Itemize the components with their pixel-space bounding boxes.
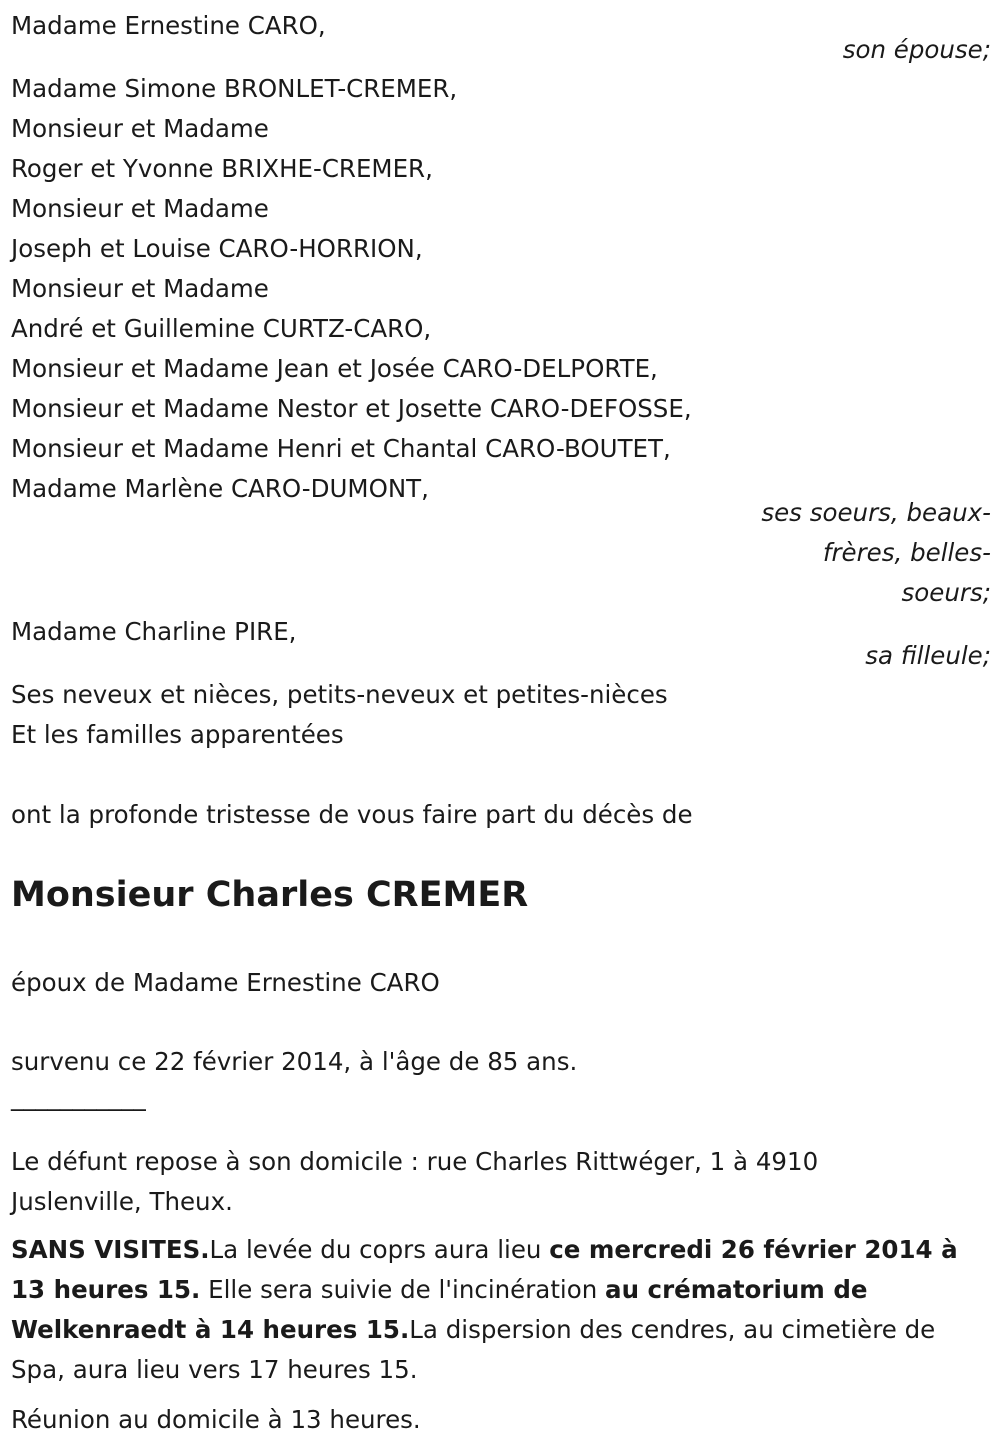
ceremony-line: Spa, aura lieu vers 17 heures 15. bbox=[11, 1355, 418, 1384]
sibling-line: Madame Simone BRONLET-CREMER, bbox=[11, 74, 458, 103]
sibling-line: Monsieur et Madame Jean et Josée CARO-DELPORTE, bbox=[11, 354, 658, 383]
ceremony-bold: Welkenraedt à 14 heures 15. bbox=[11, 1315, 410, 1344]
goddaughter-relation: sa filleule; bbox=[865, 641, 991, 670]
ceremony-line bbox=[11, 1230, 958, 1270]
sibling-line: Madame Marlène CARO-DUMONT, bbox=[11, 474, 429, 503]
ceremony-text: Elle sera suivie de l'incinération bbox=[200, 1275, 606, 1304]
spouse-of-line: époux de Madame Ernestine CARO bbox=[11, 968, 440, 997]
sibling-line: Monsieur et Madame bbox=[11, 274, 269, 303]
deceased-name: Monsieur Charles CREMER bbox=[11, 875, 529, 915]
spouse-relation: son épouse; bbox=[842, 35, 991, 64]
ceremony-line bbox=[11, 1270, 868, 1310]
goddaughter-name: Madame Charline PIRE, bbox=[11, 617, 297, 646]
spouse-name: Madame Ernestine CARO, bbox=[11, 11, 326, 40]
sibling-line: Joseph et Louise CARO-HORRION, bbox=[11, 234, 423, 263]
siblings-relation: ses soeurs, beaux- bbox=[761, 498, 991, 527]
sibling-line: André et Guillemine CURTZ-CARO, bbox=[11, 314, 432, 343]
death-date-line: survenu ce 22 février 2014, à l'âge de 85 ans. bbox=[11, 1047, 578, 1076]
family-line: Ses neveux et nièces, petits-neveux et petites-nièces bbox=[11, 680, 668, 709]
ceremony-line bbox=[11, 1310, 935, 1350]
sibling-line: Monsieur et Madame Henri et Chantal CARO-BOUTET, bbox=[11, 434, 671, 463]
sibling-line: Monsieur et Madame Nestor et Josette CARO-DEFOSSE, bbox=[11, 394, 692, 423]
ceremony-text: La dispersion des cendres, au cimetière de bbox=[409, 1315, 936, 1344]
rest-location-line: Juslenville, Theux. bbox=[11, 1187, 233, 1216]
ceremony-text: La levée du coprs aura lieu bbox=[209, 1235, 550, 1264]
sibling-line: Roger et Yvonne BRIXHE-CREMER, bbox=[11, 154, 433, 183]
separator-line: ___________ bbox=[11, 1082, 146, 1111]
siblings-relation: soeurs; bbox=[901, 578, 991, 607]
reunion-line: Réunion au domicile à 13 heures. bbox=[11, 1405, 421, 1434]
rest-location-line: Le défunt repose à son domicile : rue Charles Rittwéger, 1 à 4910 bbox=[11, 1147, 819, 1176]
sibling-line: Monsieur et Madame bbox=[11, 114, 269, 143]
sibling-line: Monsieur et Madame bbox=[11, 194, 269, 223]
ceremony-bold: SANS VISITES. bbox=[11, 1235, 210, 1264]
announcement-text: ont la profonde tristesse de vous faire part du décès de bbox=[11, 800, 693, 829]
ceremony-bold: 13 heures 15. bbox=[11, 1275, 201, 1304]
ceremony-bold: au crématorium de bbox=[605, 1275, 868, 1304]
ceremony-bold: ce mercredi 26 février 2014 à bbox=[549, 1235, 958, 1264]
siblings-relation: frères, belles- bbox=[822, 538, 991, 567]
family-line: Et les familles apparentées bbox=[11, 720, 344, 749]
